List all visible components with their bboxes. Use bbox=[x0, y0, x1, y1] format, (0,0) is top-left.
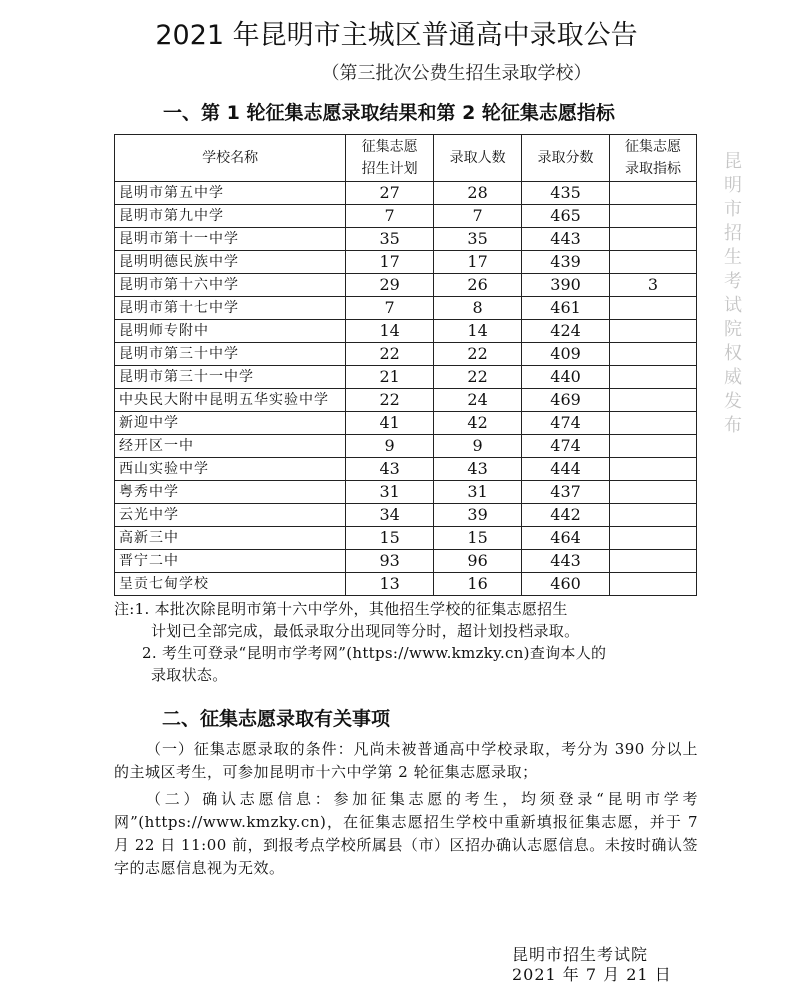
cell-plan: 34 bbox=[346, 504, 434, 527]
cell-quota: 3 bbox=[610, 274, 697, 297]
header-plan-line-2: 招生计划 bbox=[361, 161, 418, 177]
cell-school: 昆明市第九中学 bbox=[115, 205, 346, 228]
cell-quota bbox=[610, 320, 697, 343]
cell-school: 昆明市第三十中学 bbox=[115, 343, 346, 366]
cell-quota bbox=[610, 458, 697, 481]
cell-admitted: 22 bbox=[434, 343, 522, 366]
admission-table bbox=[114, 134, 697, 596]
header-school-label: 学校名称 bbox=[202, 150, 259, 166]
table-row bbox=[115, 320, 697, 343]
table-row bbox=[115, 573, 697, 596]
cell-school: 经开区一中 bbox=[115, 435, 346, 458]
document-body bbox=[114, 0, 700, 880]
cell-admitted: 9 bbox=[434, 435, 522, 458]
cell-school: 新迎中学 bbox=[115, 412, 346, 435]
header-quota-line-2: 录取指标 bbox=[625, 161, 681, 177]
cell-plan: 7 bbox=[346, 205, 434, 228]
header-quota bbox=[610, 135, 697, 182]
header-plan-line-1: 征集志愿 bbox=[361, 139, 418, 155]
cell-school: 高新三中 bbox=[115, 527, 346, 550]
cell-plan: 21 bbox=[346, 366, 434, 389]
cell-plan: 14 bbox=[346, 320, 434, 343]
cell-plan: 17 bbox=[346, 251, 434, 274]
signature-org: 昆明市招生考试院 bbox=[512, 945, 649, 964]
cell-quota bbox=[610, 228, 697, 251]
cell-plan: 9 bbox=[346, 435, 434, 458]
table-row bbox=[115, 458, 697, 481]
cell-admitted: 14 bbox=[434, 320, 522, 343]
table-row bbox=[115, 274, 697, 297]
cell-score: 439 bbox=[522, 251, 610, 274]
section2-paragraph-1: （一）征集志愿录取的条件：凡尚未被普通高中学校录取，考分为 390 分以上的主城区考生，可参加昆明市十六中学第 2 轮征集志愿录取； bbox=[114, 740, 698, 781]
cell-plan: 29 bbox=[346, 274, 434, 297]
cell-quota bbox=[610, 527, 697, 550]
cell-quota bbox=[610, 389, 697, 412]
note-1-line-1: 注:1. 本批次除昆明市第十六中学外，其他招生学校的征集志愿招生 bbox=[114, 600, 568, 618]
table-row bbox=[115, 435, 697, 458]
section2-heading: 二、征集志愿录取有关事项 bbox=[162, 708, 391, 730]
cell-school: 昆明师专附中 bbox=[115, 320, 346, 343]
cell-plan: 93 bbox=[346, 550, 434, 573]
cell-score: 460 bbox=[522, 573, 610, 596]
header-score: 录取分数 bbox=[522, 135, 610, 182]
cell-quota bbox=[610, 435, 697, 458]
cell-quota bbox=[610, 297, 697, 320]
cell-school: 昆明市第十七中学 bbox=[115, 297, 346, 320]
cell-score: 409 bbox=[522, 343, 610, 366]
cell-quota bbox=[610, 366, 697, 389]
cell-plan: 22 bbox=[346, 389, 434, 412]
header-plan bbox=[346, 135, 434, 182]
table-row bbox=[115, 228, 697, 251]
cell-school: 西山实验中学 bbox=[115, 458, 346, 481]
note-1-line-2: 计划已全部完成，最低录取分出现同等分时，超计划投档录取。 bbox=[151, 622, 580, 640]
cell-admitted: 16 bbox=[434, 573, 522, 596]
cell-score: 474 bbox=[522, 435, 610, 458]
cell-score: 444 bbox=[522, 458, 610, 481]
table-row bbox=[115, 481, 697, 504]
cell-quota bbox=[610, 550, 697, 573]
table-row bbox=[115, 182, 697, 205]
cell-school: 中央民大附中昆明五华实验中学 bbox=[115, 389, 346, 412]
cell-admitted: 31 bbox=[434, 481, 522, 504]
page-subtitle: （第三批次公费生招生录取学校） bbox=[321, 63, 592, 84]
cell-score: 464 bbox=[522, 527, 610, 550]
cell-score: 474 bbox=[522, 412, 610, 435]
notes bbox=[114, 598, 700, 686]
header-school bbox=[115, 135, 346, 182]
note-2-line-2: 录取状态。 bbox=[151, 666, 228, 684]
cell-plan: 43 bbox=[346, 458, 434, 481]
note-2-line-1: 2. 考生可登录“昆明市学考网”(https://www.kmzky.cn)查询本人的 bbox=[142, 644, 607, 662]
cell-quota bbox=[610, 343, 697, 366]
section1-heading: 一、第 1 轮征集志愿录取结果和第 2 轮征集志愿指标 bbox=[163, 102, 615, 124]
cell-admitted: 96 bbox=[434, 550, 522, 573]
cell-school: 云光中学 bbox=[115, 504, 346, 527]
cell-score: 465 bbox=[522, 205, 610, 228]
cell-plan: 41 bbox=[346, 412, 434, 435]
cell-plan: 31 bbox=[346, 481, 434, 504]
header-quota-line-1: 征集志愿 bbox=[625, 139, 681, 155]
cell-score: 442 bbox=[522, 504, 610, 527]
table-row bbox=[115, 389, 697, 412]
table-row bbox=[115, 343, 697, 366]
cell-score: 461 bbox=[522, 297, 610, 320]
table-row bbox=[115, 366, 697, 389]
table-row bbox=[115, 504, 697, 527]
cell-score: 390 bbox=[522, 274, 610, 297]
table-row bbox=[115, 205, 697, 228]
cell-plan: 35 bbox=[346, 228, 434, 251]
cell-admitted: 42 bbox=[434, 412, 522, 435]
cell-admitted: 15 bbox=[434, 527, 522, 550]
cell-admitted: 28 bbox=[434, 182, 522, 205]
cell-score: 440 bbox=[522, 366, 610, 389]
cell-score: 469 bbox=[522, 389, 610, 412]
cell-plan: 13 bbox=[346, 573, 434, 596]
cell-score: 424 bbox=[522, 320, 610, 343]
cell-score: 437 bbox=[522, 481, 610, 504]
cell-school: 粤秀中学 bbox=[115, 481, 346, 504]
cell-admitted: 43 bbox=[434, 458, 522, 481]
cell-plan: 7 bbox=[346, 297, 434, 320]
cell-admitted: 17 bbox=[434, 251, 522, 274]
cell-plan: 15 bbox=[346, 527, 434, 550]
cell-plan: 27 bbox=[346, 182, 434, 205]
cell-score: 443 bbox=[522, 228, 610, 251]
cell-quota bbox=[610, 481, 697, 504]
cell-quota bbox=[610, 182, 697, 205]
table-row bbox=[115, 527, 697, 550]
cell-school: 昆明市第三十一中学 bbox=[115, 366, 346, 389]
table-row bbox=[115, 412, 697, 435]
cell-admitted: 7 bbox=[434, 205, 522, 228]
cell-admitted: 8 bbox=[434, 297, 522, 320]
cell-school: 昆明市第十一中学 bbox=[115, 228, 346, 251]
cell-score: 435 bbox=[522, 182, 610, 205]
table-header-row bbox=[115, 135, 697, 182]
cell-quota bbox=[610, 251, 697, 274]
cell-admitted: 22 bbox=[434, 366, 522, 389]
cell-school: 晋宁二中 bbox=[115, 550, 346, 573]
table-body bbox=[115, 182, 697, 596]
cell-quota bbox=[610, 504, 697, 527]
cell-school: 昆明市第十六中学 bbox=[115, 274, 346, 297]
section2-paragraph-2: （二）确认志愿信息：参加征集志愿的考生，均须登录“昆明市学考网”(https://www.kmzky.cn)，在征集志愿招生学校中重新填报征集志愿，并于 7 月 22 日 11:00 前，到报考点学校所属县（市）区招办确认志愿信息。未按时确认签字的志愿信息视为无效。 bbox=[114, 790, 698, 877]
cell-quota bbox=[610, 573, 697, 596]
cell-quota bbox=[610, 205, 697, 228]
cell-school: 昆明明德民族中学 bbox=[115, 251, 346, 274]
cell-admitted: 26 bbox=[434, 274, 522, 297]
cell-admitted: 39 bbox=[434, 504, 522, 527]
cell-quota bbox=[610, 412, 697, 435]
watermark: 昆明市招生考试院权威发布 bbox=[724, 151, 742, 436]
signature-block bbox=[512, 945, 672, 985]
cell-school: 昆明市第五中学 bbox=[115, 182, 346, 205]
cell-plan: 22 bbox=[346, 343, 434, 366]
cell-admitted: 35 bbox=[434, 228, 522, 251]
header-admitted: 录取人数 bbox=[434, 135, 522, 182]
cell-school: 呈贡七甸学校 bbox=[115, 573, 346, 596]
page-title: 2021 年昆明市主城区普通高中录取公告 bbox=[155, 20, 638, 51]
signature-date: 2021 年 7 月 21 日 bbox=[512, 965, 672, 984]
table-row bbox=[115, 550, 697, 573]
table-row bbox=[115, 297, 697, 320]
cell-score: 443 bbox=[522, 550, 610, 573]
cell-admitted: 24 bbox=[434, 389, 522, 412]
table-row bbox=[115, 251, 697, 274]
